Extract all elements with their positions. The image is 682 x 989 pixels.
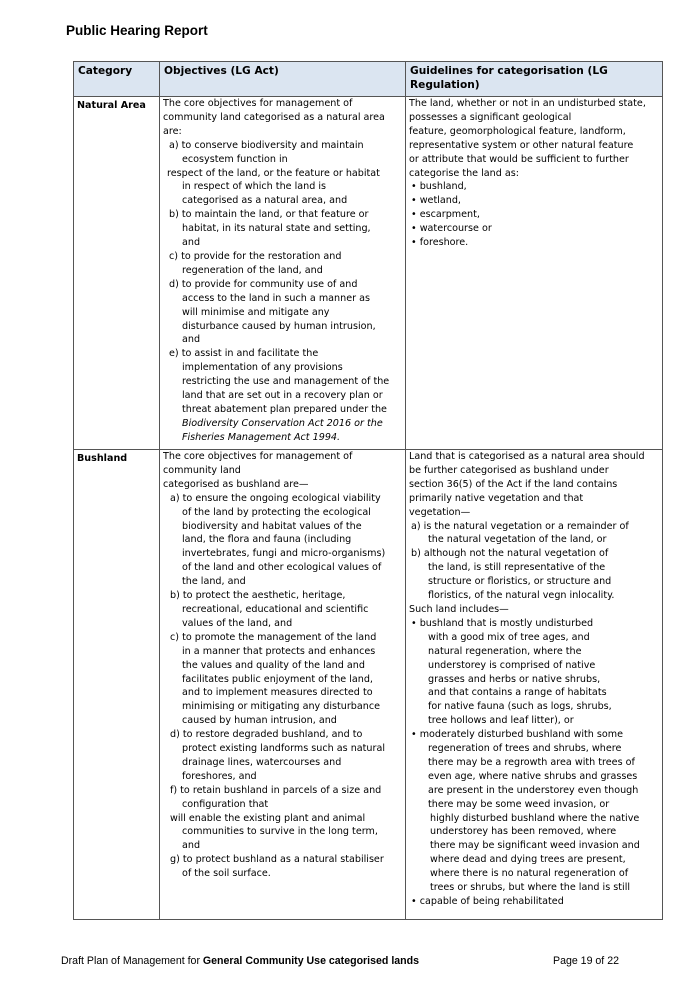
table-row (74, 450, 663, 920)
guideline-line: • bushland that is mostly undisturbed (411, 617, 594, 629)
guideline-line: grasses and herbs or native shrubs, (428, 673, 601, 685)
objective-line: caused by human intrusion, and (182, 715, 337, 727)
guideline-line: floristics, of the natural vegn inlocality. (428, 590, 615, 602)
objective-line: e) to assist in and facilitate the (169, 348, 319, 360)
objective-line: biodiversity and habitat values of the (182, 520, 362, 532)
objective-line: of the land by protecting the ecological (182, 506, 371, 518)
objective-line: d) to provide for community use of and (169, 278, 358, 290)
objective-line: will enable the existing plant and animal (170, 812, 366, 824)
guideline-line: even age, where native shrubs and grasses (428, 770, 638, 782)
guideline-line: with a good mix of tree ages, and (428, 631, 590, 643)
guideline-line: trees or shrubs, but where the land is still (430, 882, 631, 894)
guideline-line: representative system or other natural feature (409, 139, 634, 151)
guideline-line: primarily native vegetation and that (409, 492, 584, 504)
objective-line: disturbance caused by human intrusion, (182, 320, 376, 332)
header-objectives: Objectives (LG Act) (160, 62, 406, 97)
objective-line: foreshores, and (182, 770, 257, 782)
objective-line: habitat, in its natural state and setting, (182, 223, 371, 235)
objective-line: restricting the use and management of the (182, 376, 390, 388)
guideline-line: are present in the understorey even though (428, 784, 639, 796)
table-header-row (74, 62, 663, 97)
guideline-line: • foreshore. (411, 237, 469, 249)
guideline-line: be further categorised as bushland under (409, 464, 609, 476)
objective-line: g) to protect bushland as a natural stabiliser (170, 854, 384, 866)
guideline-line: Such land includes— (409, 603, 509, 615)
guideline-line: The land, whether or not in an undisturbed state, (409, 98, 646, 109)
objective-line: The core objectives for management of (163, 451, 353, 462)
objective-line: d) to restore degraded bushland, and to (170, 729, 363, 741)
guideline-line: • bushland, (411, 181, 467, 193)
guideline-line: a) is the natural vegetation or a remainder of (411, 520, 629, 532)
guideline-line: structure or floristics, or structure and (428, 576, 612, 588)
category-cell: Bushland (74, 450, 160, 920)
objective-line: the land, and (182, 576, 246, 588)
guideline-line: highly disturbed bushland where the native (430, 812, 640, 824)
guideline-line: vegetation— (409, 506, 471, 518)
objective-line: values of the land, and (182, 617, 293, 629)
objective-line: and (182, 840, 201, 852)
objective-line: b) to maintain the land, or that feature or (169, 209, 369, 221)
objective-line: categorised as bushland are— (163, 478, 309, 490)
objective-line: b) to protect the aesthetic, heritage, (170, 590, 346, 602)
guideline-line: there may be significant weed invasion and (430, 840, 640, 852)
footer-page-number: Page 19 of 22 (553, 955, 619, 967)
objective-line: the values and quality of the land and (182, 659, 365, 671)
objective-line: c) to promote the management of the land (170, 631, 377, 643)
objective-line: in a manner that protects and enhances (182, 645, 376, 657)
guideline-line: where dead and dying trees are present, (430, 854, 626, 866)
objective-line: Biodiversity Conservation Act 2016 or the (182, 417, 383, 429)
objective-line: and (182, 334, 201, 346)
guideline-line: the natural vegetation of the land, or (428, 534, 607, 546)
objective-line: of the soil surface. (182, 868, 271, 880)
guideline-line: there may be a regrowth area with trees of (428, 756, 635, 768)
guideline-line: and that contains a range of habitats (428, 687, 607, 699)
objective-line: access to the land in such a manner as (182, 292, 370, 304)
objective-line: ecosystem function in (182, 153, 288, 165)
guideline-line: tree hollows and leaf litter), or (428, 715, 574, 727)
guideline-line: for native fauna (such as logs, shrubs, (428, 701, 612, 713)
objective-line: protect existing landforms such as natural (182, 743, 385, 755)
objective-line: land, the flora and fauna (including (182, 534, 352, 546)
objective-line: regeneration of the land, and (182, 264, 323, 276)
guideline-line: where there is no natural regeneration of (430, 868, 629, 880)
guideline-line: or attribute that would be sufficient to further (409, 153, 629, 165)
guideline-line: • escarpment, (411, 209, 480, 221)
objective-line: drainage lines, watercourses and (182, 756, 342, 768)
guideline-line: the land, is still representative of the (428, 562, 606, 574)
objective-line: community land categorised as a natural area (163, 111, 385, 123)
objective-line: of the land and other ecological values of (182, 562, 382, 574)
objective-line: facilitates public enjoyment of the land, (182, 673, 373, 685)
guidelines-cell (406, 97, 663, 450)
objective-line: and to implement measures directed to (182, 687, 373, 699)
guideline-line: possesses a significant geological (409, 111, 572, 123)
objective-line: invertebrates, fungi and micro-organisms) (182, 548, 386, 560)
objective-line: recreational, educational and scientific (182, 603, 369, 615)
guideline-line: b) although not the natural vegetation of (411, 548, 609, 560)
objective-line: minimising or mitigating any disturbance (182, 701, 381, 713)
objective-line: a) to ensure the ongoing ecological viability (170, 492, 381, 504)
objective-line: and (182, 237, 201, 249)
guideline-line: section 36(5) of the Act if the land contains (409, 478, 618, 490)
header-guidelines: Guidelines for categorisation (LG Regulation) (406, 62, 663, 97)
guideline-line: regeneration of trees and shrubs, where (428, 743, 622, 755)
table-row (74, 97, 663, 450)
guideline-line: • capable of being rehabilitated (411, 896, 564, 907)
objective-line: a) to conserve biodiversity and maintain (169, 139, 364, 151)
objective-line: land that are set out in a recovery plan or (182, 390, 383, 402)
objective-line: communities to survive in the long term, (182, 826, 378, 838)
guideline-line: • watercourse or (411, 223, 492, 235)
objective-line: categorised as a natural area, and (182, 195, 348, 207)
guideline-line: feature, geomorphological feature, landform, (409, 125, 626, 137)
category-cell: Natural Area (74, 97, 160, 450)
objective-line: configuration that (182, 798, 269, 810)
objective-line: will minimise and mitigate any (182, 306, 330, 318)
objective-line: community land (163, 464, 241, 476)
objective-line: c) to provide for the restoration and (169, 250, 342, 262)
categories-table (73, 61, 663, 920)
guidelines-cell (406, 450, 663, 920)
objectives-cell (160, 450, 406, 920)
guideline-line: there may be some weed invasion, or (428, 798, 610, 810)
objective-line: Fisheries Management Act 1994. (182, 431, 341, 443)
objective-line: threat abatement plan prepared under the (182, 403, 387, 415)
guideline-line: • moderately disturbed bushland with some (411, 729, 623, 741)
footer-document-title (61, 955, 419, 967)
guideline-line: understorey is comprised of native (428, 659, 596, 671)
guideline-line: categorise the land as: (409, 167, 520, 179)
objective-line: respect of the land, or the feature or habitat (167, 167, 380, 179)
objective-line: are: (163, 125, 182, 137)
footer-prefix: Draft Plan of Management for (61, 955, 203, 967)
header-category: Category (74, 62, 160, 97)
objective-line: The core objectives for management of (163, 98, 353, 109)
objectives-cell (160, 97, 406, 450)
guideline-line: • wetland, (411, 195, 461, 207)
guideline-line: natural regeneration, where the (428, 645, 582, 657)
objective-line: in respect of which the land is (182, 181, 327, 193)
guideline-line: Land that is categorised as a natural area should (409, 451, 645, 462)
objective-line: implementation of any provisions (182, 362, 343, 374)
guideline-line: understorey has been removed, where (430, 826, 617, 838)
footer-bold-title: General Community Use categorised lands (202, 955, 419, 967)
objective-line: f) to retain bushland in parcels of a size and (170, 784, 382, 796)
page-title: Public Hearing Report (66, 23, 208, 38)
